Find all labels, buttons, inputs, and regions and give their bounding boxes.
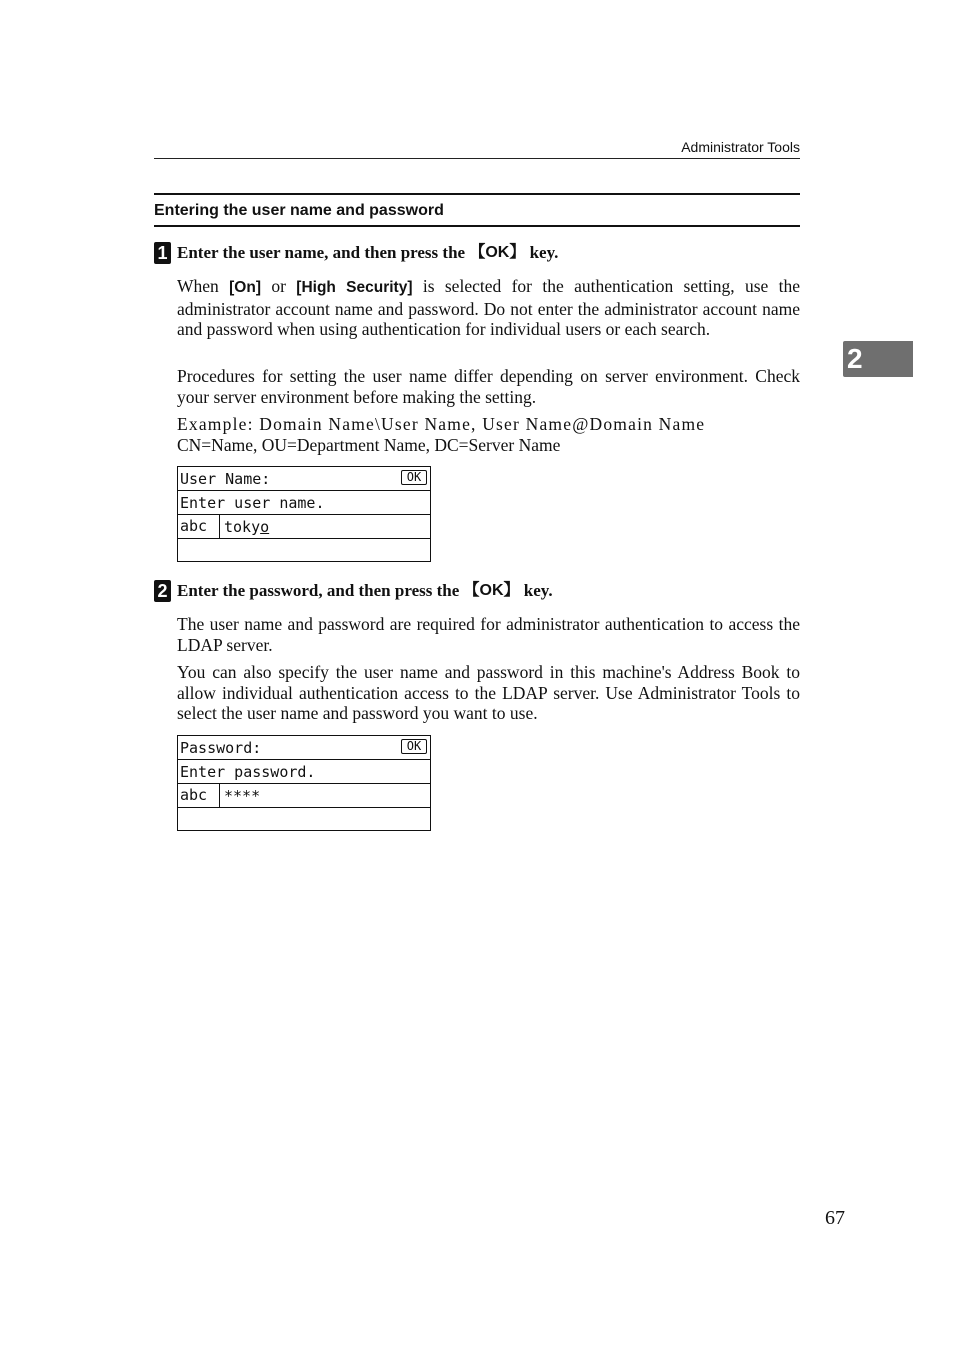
page-number: 67: [825, 1207, 845, 1229]
ok-key-label: 【OK】: [469, 244, 526, 261]
step-1-heading-text-before: Enter the user name, and then press the: [177, 243, 470, 262]
running-header-title: Administrator Tools: [681, 139, 800, 155]
lcd-blank-row: [178, 808, 430, 832]
lcd-prompt: Enter user name.: [180, 493, 325, 512]
text-cursor: o: [260, 517, 270, 536]
running-header: [154, 138, 800, 159]
lcd-ok-button[interactable]: OK: [401, 470, 427, 485]
step-1-para1-text: When: [177, 276, 230, 296]
step-1-para1-text: is selected for the authentication setting, use the administrator account name and password. Do not enter the administrator account name and password when using authentication for individual users or each search.: [177, 276, 800, 340]
step-2-heading-text-after: key.: [519, 581, 553, 600]
step-1-paragraph-2: Procedures for setting the user name differ depending on server environment. Check your server environment before making the setting.: [177, 366, 800, 407]
example-line-1: Example: Domain Name\User Name, User Name@Domain Name: [177, 414, 706, 434]
lcd-entry-row: [178, 515, 430, 539]
step-1-para1-text: or: [261, 276, 297, 296]
step-1-number: 1: [154, 242, 171, 264]
lcd-prompt-row: [178, 491, 430, 515]
user-name-value: toky: [224, 517, 261, 536]
password-screen: [177, 735, 431, 831]
step-2-number: 2: [154, 580, 171, 602]
lcd-title-row: [178, 736, 430, 760]
step-1-heading: [154, 242, 800, 264]
lcd-blank-row: [178, 539, 430, 563]
lcd-title-row: [178, 467, 430, 491]
lcd-prompt: Enter password.: [180, 762, 316, 781]
step-1-example: [177, 414, 800, 455]
step-2-paragraph-1: The user name and password are required for administrator authentication to access the LDAP server.: [177, 614, 800, 655]
lcd-prompt-row: [178, 760, 430, 784]
lcd-title: Password:: [180, 738, 262, 757]
step-2-heading-text-before: Enter the password, and then press the: [177, 581, 464, 600]
section-title: Entering the user name and password: [154, 193, 800, 227]
ok-key-label: 【OK】: [463, 582, 520, 599]
lcd-entry-row: [178, 784, 430, 808]
step-1-heading-text-after: key.: [525, 243, 559, 262]
password-input[interactable]: ****: [224, 786, 261, 805]
user-name-input[interactable]: [220, 516, 269, 538]
example-line-2: CN=Name, OU=Department Name, DC=Server Name: [177, 434, 561, 455]
lcd-ok-button[interactable]: OK: [401, 739, 427, 754]
lcd-input-mode: abc: [178, 515, 220, 539]
step-2-heading: [154, 580, 800, 602]
user-name-screen: [177, 466, 431, 562]
chapter-tab: 2: [843, 341, 913, 377]
lcd-input-mode: abc: [178, 784, 220, 808]
high-security-setting-label: [High Security]: [296, 279, 413, 296]
step-2-paragraph-2: You can also specify the user name and password in this machine's Address Book to allow individual authentication access to the LDAP server. Use Administrator Tools to select the user name and password you want to use.: [177, 662, 800, 724]
on-setting-label: [On]: [229, 279, 261, 296]
lcd-title: User Name:: [180, 469, 271, 488]
step-1-paragraph-1: [177, 276, 800, 340]
